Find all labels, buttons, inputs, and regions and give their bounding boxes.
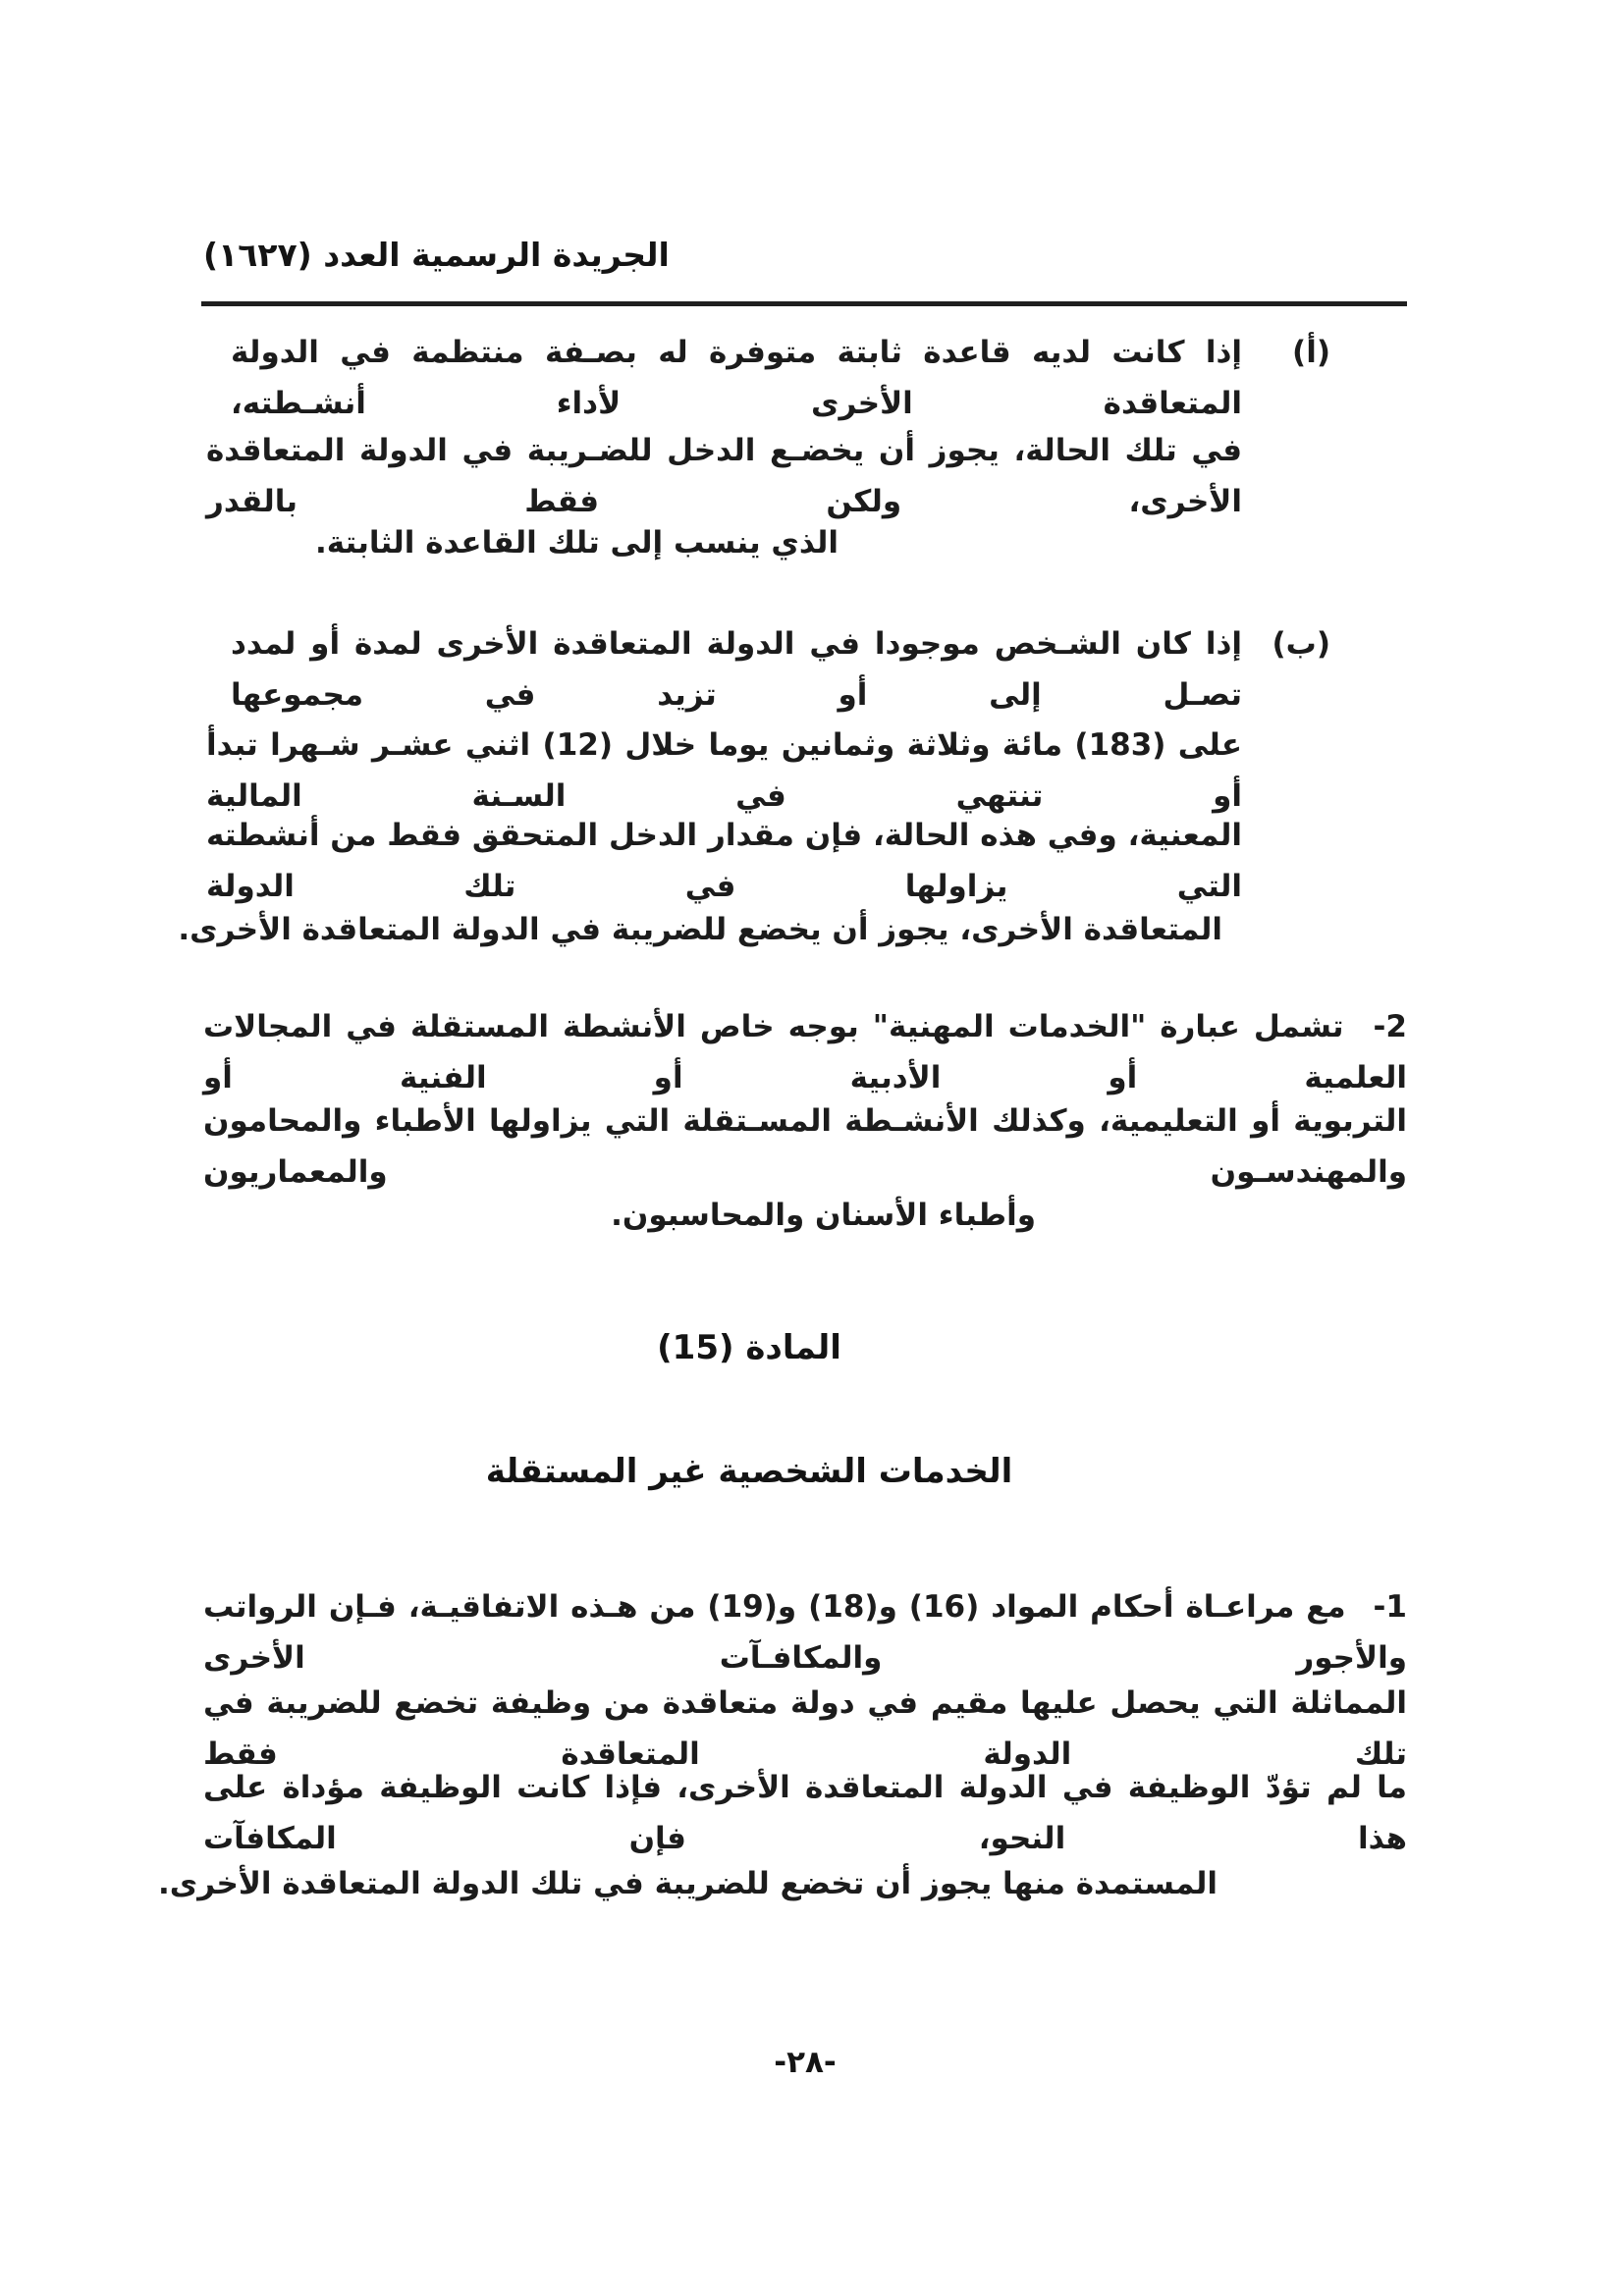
item-b-line-4: المتعاقدة الأخرى، يجوز أن يخضع للضريبة في الدولة المتعاقدة الأخرى. — [178, 912, 1222, 947]
gazette-header-title: الجريدة الرسمية العدد (١٦٢٧) — [203, 236, 670, 274]
item-b-line-1: إذا كان الشـخص موجودا في الدولة المتعاقدة الأخرى لمدة أو لمدد تصـل إلى أو تزيد في مجموعها — [231, 626, 1242, 713]
clause-2-line-2: التربوية أو التعليمية، وكذلك الأنشـطة المسـتقلة التي يزاولها الأطباء والمحامون والمهندسـون والمعماريون — [203, 1103, 1407, 1190]
item-a-line-2: في تلك الحالة، يجوز أن يخضـع الدخل للضـريبة في الدولة المتعاقدة الأخرى، ولكن فقط بالقدر — [206, 433, 1242, 519]
article-heading: المادة (15) — [657, 1328, 841, 1367]
clause-2-line-1-text: تشمل عبارة "الخدمات المهنية" بوجه خاص الأنشطة المستقلة في المجالات العلمية أو الأدبية أو الفنية أو — [203, 1009, 1407, 1095]
header-divider-rule — [201, 301, 1407, 306]
clause-1-line-1 — [203, 1581, 1407, 1676]
clause-1-line-4: المستمدة منها يجوز أن تخضع للضريبة في تلك الدولة المتعاقدة الأخرى. — [158, 1866, 1218, 1901]
item-b-line-2: على (183) مائة وثلاثة وثمانين يوما خلال (12) اثني عشـر شـهرا تبدأ أو تنتهي في السـنة المالية — [206, 727, 1242, 814]
clause-2-marker: 2- — [1373, 1009, 1407, 1044]
clause-1-line-3: ما لم تؤدّ الوظيفة في الدولة المتعاقدة الأخرى، فإذا كانت الوظيفة مؤداة على هذا النحو، فإن المكافآت — [203, 1770, 1407, 1856]
item-b-line-3: المعنية، وفي هذه الحالة، فإن مقدار الدخل المتحقق فقط من أنشطته التي يزاولها في تلك الدولة — [206, 818, 1242, 904]
item-b-marker: (ب) — [1272, 626, 1330, 662]
page-number: -٢٨- — [774, 2045, 837, 2080]
clause-1-marker: 1- — [1373, 1589, 1407, 1625]
article-subheading: الخدمات الشخصية غير المستقلة — [485, 1452, 1013, 1491]
item-a-marker: (أ) — [1292, 335, 1330, 370]
clause-1-line-1-text: مع مراعـاة أحكام المواد (16) و(18) و(19) من هـذه الاتفاقيـة، فـإن الرواتب والأجور والمكافـآت الأخرى — [203, 1589, 1407, 1676]
clause-1-line-2: المماثلة التي يحصل عليها مقيم في دولة متعاقدة من وظيفة تخضع للضريبة في تلك الدولة المتعاقدة فقط — [203, 1685, 1407, 1772]
item-a-line-1: إذا كانت لديه قاعدة ثابتة متوفرة له بصـفة منتظمة في الدولة المتعاقدة الأخرى لأداء أنشـطته، — [231, 335, 1242, 421]
item-a-line-3: الذي ينسب إلى تلك القاعدة الثابتة. — [314, 525, 839, 561]
clause-2-line-3: وأطباء الأسنان والمحاسبون. — [611, 1198, 1036, 1233]
clause-2-line-1 — [203, 1001, 1407, 1095]
